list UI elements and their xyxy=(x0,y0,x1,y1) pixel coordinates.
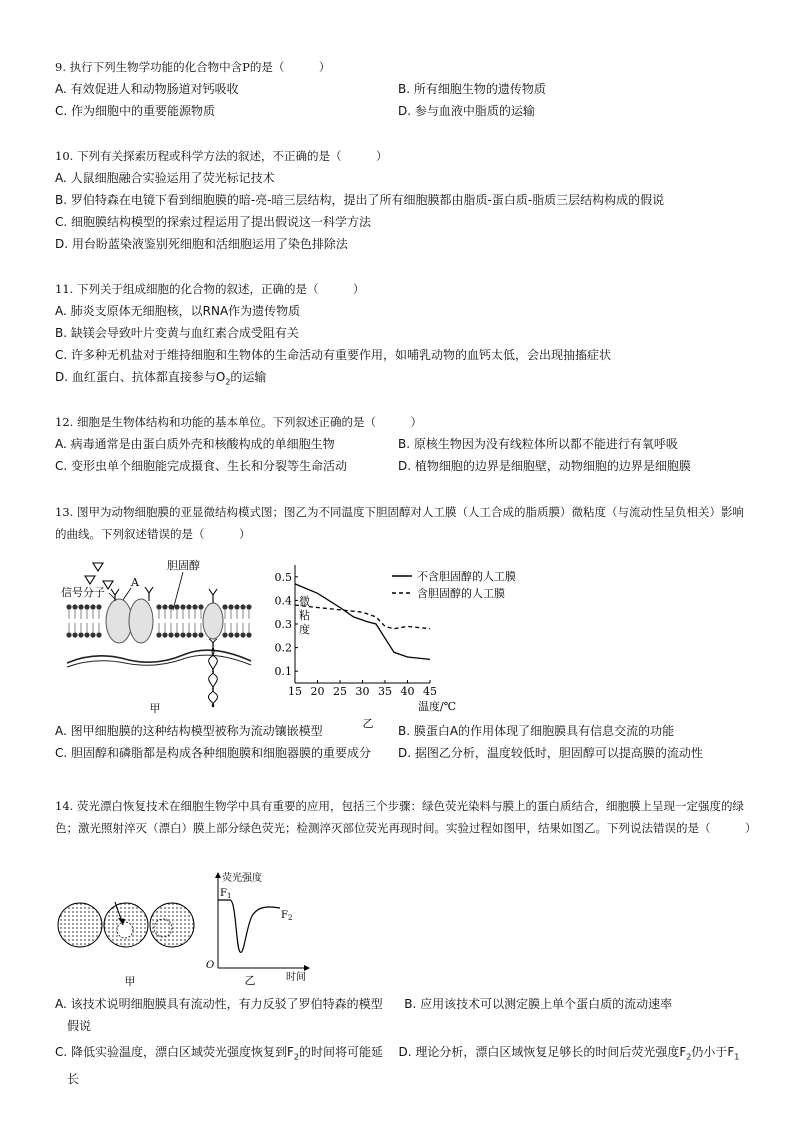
phospholipid-head xyxy=(222,632,227,637)
x-tick-label: 45 xyxy=(423,685,437,698)
legend-entry-cholesterol: 含胆固醇的人工膜 xyxy=(417,587,505,600)
question-12 xyxy=(55,411,755,477)
phospholipid-head xyxy=(162,632,167,637)
x-axis-label: 时间 xyxy=(286,972,306,983)
phospholipid-head xyxy=(228,604,233,609)
phospholipid-head xyxy=(240,604,245,609)
figure-caption-yi: 乙 xyxy=(244,974,256,987)
question-stem: 13. 图甲为动物细胞膜的亚显微结构模式图；图乙为不同温度下胆固醇对人工膜（人工合成的脂质膜）微粘度（与流动性呈负相关）影响的曲线。下列叙述错误的是（ ） xyxy=(55,505,744,541)
x-tick-label: 25 xyxy=(333,685,347,698)
option-a[interactable]: A. 人鼠细胞融合实验运用了荧光标记技术 xyxy=(55,171,275,185)
question-9 xyxy=(55,56,755,122)
phospholipid-head xyxy=(198,604,203,609)
option-b[interactable]: B. 罗伯特森在电镜下看到细胞膜的暗-亮-暗三层结构，提出了所有细胞膜都由脂质-蛋白质-脂质三层结构构成的假说 xyxy=(55,193,665,207)
option-c[interactable]: C. 许多种无机盐对于维持细胞和生物体的生命活动有重要作用，如哺乳动物的血钙太低，会出现抽搐症状 xyxy=(55,348,612,362)
phospholipid-head xyxy=(180,604,185,609)
option-d[interactable]: D. 血红蛋白、抗体都直接参与$O_2$的运输 xyxy=(55,370,267,387)
option-c[interactable]: C. 降低实验温度，漂白区域荧光强度恢复到$F_2$的时间将可能延长 xyxy=(55,1045,384,1087)
figure-caption-jia: 甲 xyxy=(124,975,136,988)
phospholipid-head xyxy=(66,632,71,637)
y-axis-label-char: 度 xyxy=(299,623,310,636)
x-tick-label: 20 xyxy=(310,685,325,698)
x-tick-label: 15 xyxy=(288,685,302,698)
option-b[interactable]: B. 缺镁会导致叶片变黄与血红素合成受阻有关 xyxy=(55,326,299,340)
option-c[interactable]: C. 细胞膜结构模型的探索过程运用了提出假说这一科学方法 xyxy=(55,215,372,229)
option-b[interactable]: B. 原核生物因为没有线粒体所以都不能进行有氧呼吸 xyxy=(398,437,678,451)
protein-a-label: A xyxy=(131,576,139,589)
phospholipid-head xyxy=(186,604,191,609)
signal-molecule-label: 信号分子 xyxy=(61,586,105,599)
y-tick-label: 0.1 xyxy=(274,665,292,679)
phospholipid-head xyxy=(240,632,245,637)
x-axis-label: 温度/℃ xyxy=(418,700,457,713)
option-a[interactable]: A. 肺炎支原体无细胞核，以RNA作为遗传物质 xyxy=(55,304,301,318)
phospholipid-head xyxy=(78,604,83,609)
question-stem: 9. 执行下列生物学功能的化合物中含P的是（ ） xyxy=(55,60,331,74)
question-14 xyxy=(55,795,755,839)
chart-series xyxy=(295,584,430,660)
y-axis-label: 荧光强度 xyxy=(222,873,262,884)
phospholipid-head xyxy=(84,632,89,637)
question-13 xyxy=(55,501,755,545)
x-tick-label: 30 xyxy=(355,685,370,698)
phospholipid-head xyxy=(174,632,179,637)
cell-before xyxy=(58,903,102,947)
option-a[interactable]: A. 病毒通常是由蛋白质外壳和核酸构成的单细胞生物 xyxy=(55,437,335,451)
phospholipid-bilayer xyxy=(66,604,251,637)
phospholipid-head xyxy=(90,632,95,637)
bleached-spot xyxy=(117,922,133,938)
option-b[interactable]: B. 膜蛋白A的作用体现了细胞膜具有信息交流的功能 xyxy=(398,724,675,738)
question-stem: 12. 细胞是生物体结构和功能的基本单位。下列叙述正确的是（ ） xyxy=(55,415,422,429)
option-a[interactable]: A. 图甲细胞膜的这种结构模型被称为流动镶嵌模型 xyxy=(55,724,323,738)
phospholipid-head xyxy=(192,604,197,609)
y-tick-label: 0.4 xyxy=(274,594,292,608)
series-line-1 xyxy=(295,605,430,629)
option-d[interactable]: D. 参与血液中脂质的运输 xyxy=(398,104,535,118)
phospholipid-head xyxy=(186,632,191,637)
phospholipid-head xyxy=(198,632,203,637)
origin-label: O xyxy=(206,960,215,971)
option-d[interactable]: D. 植物细胞的边界是细胞壁，动物细胞的边界是细胞膜 xyxy=(398,459,691,473)
legend-entry-no-cholesterol: 不含胆固醇的人工膜 xyxy=(417,570,516,583)
phospholipid-head xyxy=(234,604,239,609)
f1-label: $F_1$ xyxy=(220,888,232,900)
question-stem: 14. 荧光漂白恢复技术在细胞生物学中具有重要的应用，包括三个步骤：绿色荧光染料与膜上的蛋白质结合，细胞膜上呈现一定强度的绿色；激光照射淬灭（漂白）膜上部分绿色荧光；检测淬灭部位荧光再现时间。实验过程如图甲，结果如图乙。下列说法错误的是（ ） xyxy=(55,799,757,835)
phospholipid-head xyxy=(234,632,239,637)
y-axis-label-char: 粘 xyxy=(299,609,310,622)
option-b[interactable]: B. 所有细胞生物的遗传物质 xyxy=(398,82,546,96)
phospholipid-head xyxy=(174,604,179,609)
y-tick-label: 0.3 xyxy=(274,618,292,631)
recovered-spot xyxy=(154,919,172,937)
option-d[interactable]: D. 理论分析，漂白区域恢复足够长的时间后荧光强度$F_2$仍小于$F_1$ xyxy=(398,1045,740,1062)
x-tick-label: 40 xyxy=(400,685,415,698)
option-a[interactable]: A. 有效促进人和动物肠道对钙吸收 xyxy=(55,82,239,96)
phospholipid-head xyxy=(72,632,77,637)
phospholipid-head xyxy=(156,632,161,637)
phospholipid-head xyxy=(180,632,185,637)
phospholipid-head xyxy=(168,604,173,609)
phospholipid-head xyxy=(168,632,173,637)
fluorescence-curve-line xyxy=(218,900,280,952)
option-a[interactable]: A. 该技术说明细胞膜具有流动性，有力反驳了罗伯特森的模型假说 xyxy=(55,997,383,1033)
phospholipid-head xyxy=(156,604,161,609)
membrane-diagram xyxy=(55,555,265,715)
phospholipid-head xyxy=(96,604,101,609)
question-stem: 11. 下列关于组成细胞的化合物的叙述，正确的是（ ） xyxy=(55,282,365,296)
x-tick-label: 35 xyxy=(378,685,392,698)
phospholipid-head xyxy=(78,632,83,637)
phospholipid-head xyxy=(246,604,251,609)
option-c[interactable]: C. 变形虫单个细胞能完成摄食、生长和分裂等生命活动 xyxy=(55,459,348,473)
helix-chain xyxy=(208,639,217,707)
question-11 xyxy=(55,278,755,393)
viscosity-chart xyxy=(274,555,580,730)
question-10 xyxy=(55,145,755,255)
phospholipid-head xyxy=(72,604,77,609)
y-axis-label-char: 微 xyxy=(299,595,310,608)
phospholipid-head xyxy=(246,632,251,637)
option-d[interactable]: D. 用台盼蓝染液鉴别死细胞和活细胞运用了染色排除法 xyxy=(55,237,348,251)
fluorescence-cells-diagram xyxy=(55,870,205,990)
y-tick-label: 0.2 xyxy=(274,641,292,655)
question-14-options xyxy=(55,993,755,1090)
fluorescence-curve xyxy=(200,868,320,988)
phospholipid-head xyxy=(66,604,71,609)
option-c[interactable]: C. 作为细胞中的重要能源物质 xyxy=(55,104,216,118)
f2-label: $F_2$ xyxy=(281,910,293,922)
question-stem: 10. 下列有关探索历程或科学方法的叙述，不正确的是（ ） xyxy=(55,149,388,163)
phospholipid-head xyxy=(96,632,101,637)
option-c[interactable]: C. 胆固醇和磷脂都是构成各种细胞膜和细胞器膜的重要成分 xyxy=(55,746,372,760)
figure-caption-jia: 甲 xyxy=(149,702,161,715)
cholesterol-label: 胆固醇 xyxy=(167,559,200,572)
option-d[interactable]: D. 据图乙分析，温度较低时，胆固醇可以提高膜的流动性 xyxy=(398,746,703,760)
phospholipid-head xyxy=(192,632,197,637)
phospholipid-head xyxy=(84,604,89,609)
phospholipid-head xyxy=(162,604,167,609)
question-13-options xyxy=(55,720,755,764)
series-line-0 xyxy=(295,584,430,660)
y-tick-label: 0.5 xyxy=(274,570,292,584)
phospholipid-head xyxy=(228,632,233,637)
option-b[interactable]: B. 应用该技术可以测定膜上单个蛋白质的流动速率 xyxy=(404,997,673,1011)
phospholipid-head xyxy=(90,604,95,609)
figure-caption-yi: 乙 xyxy=(362,717,374,730)
phospholipid-head xyxy=(222,604,227,609)
